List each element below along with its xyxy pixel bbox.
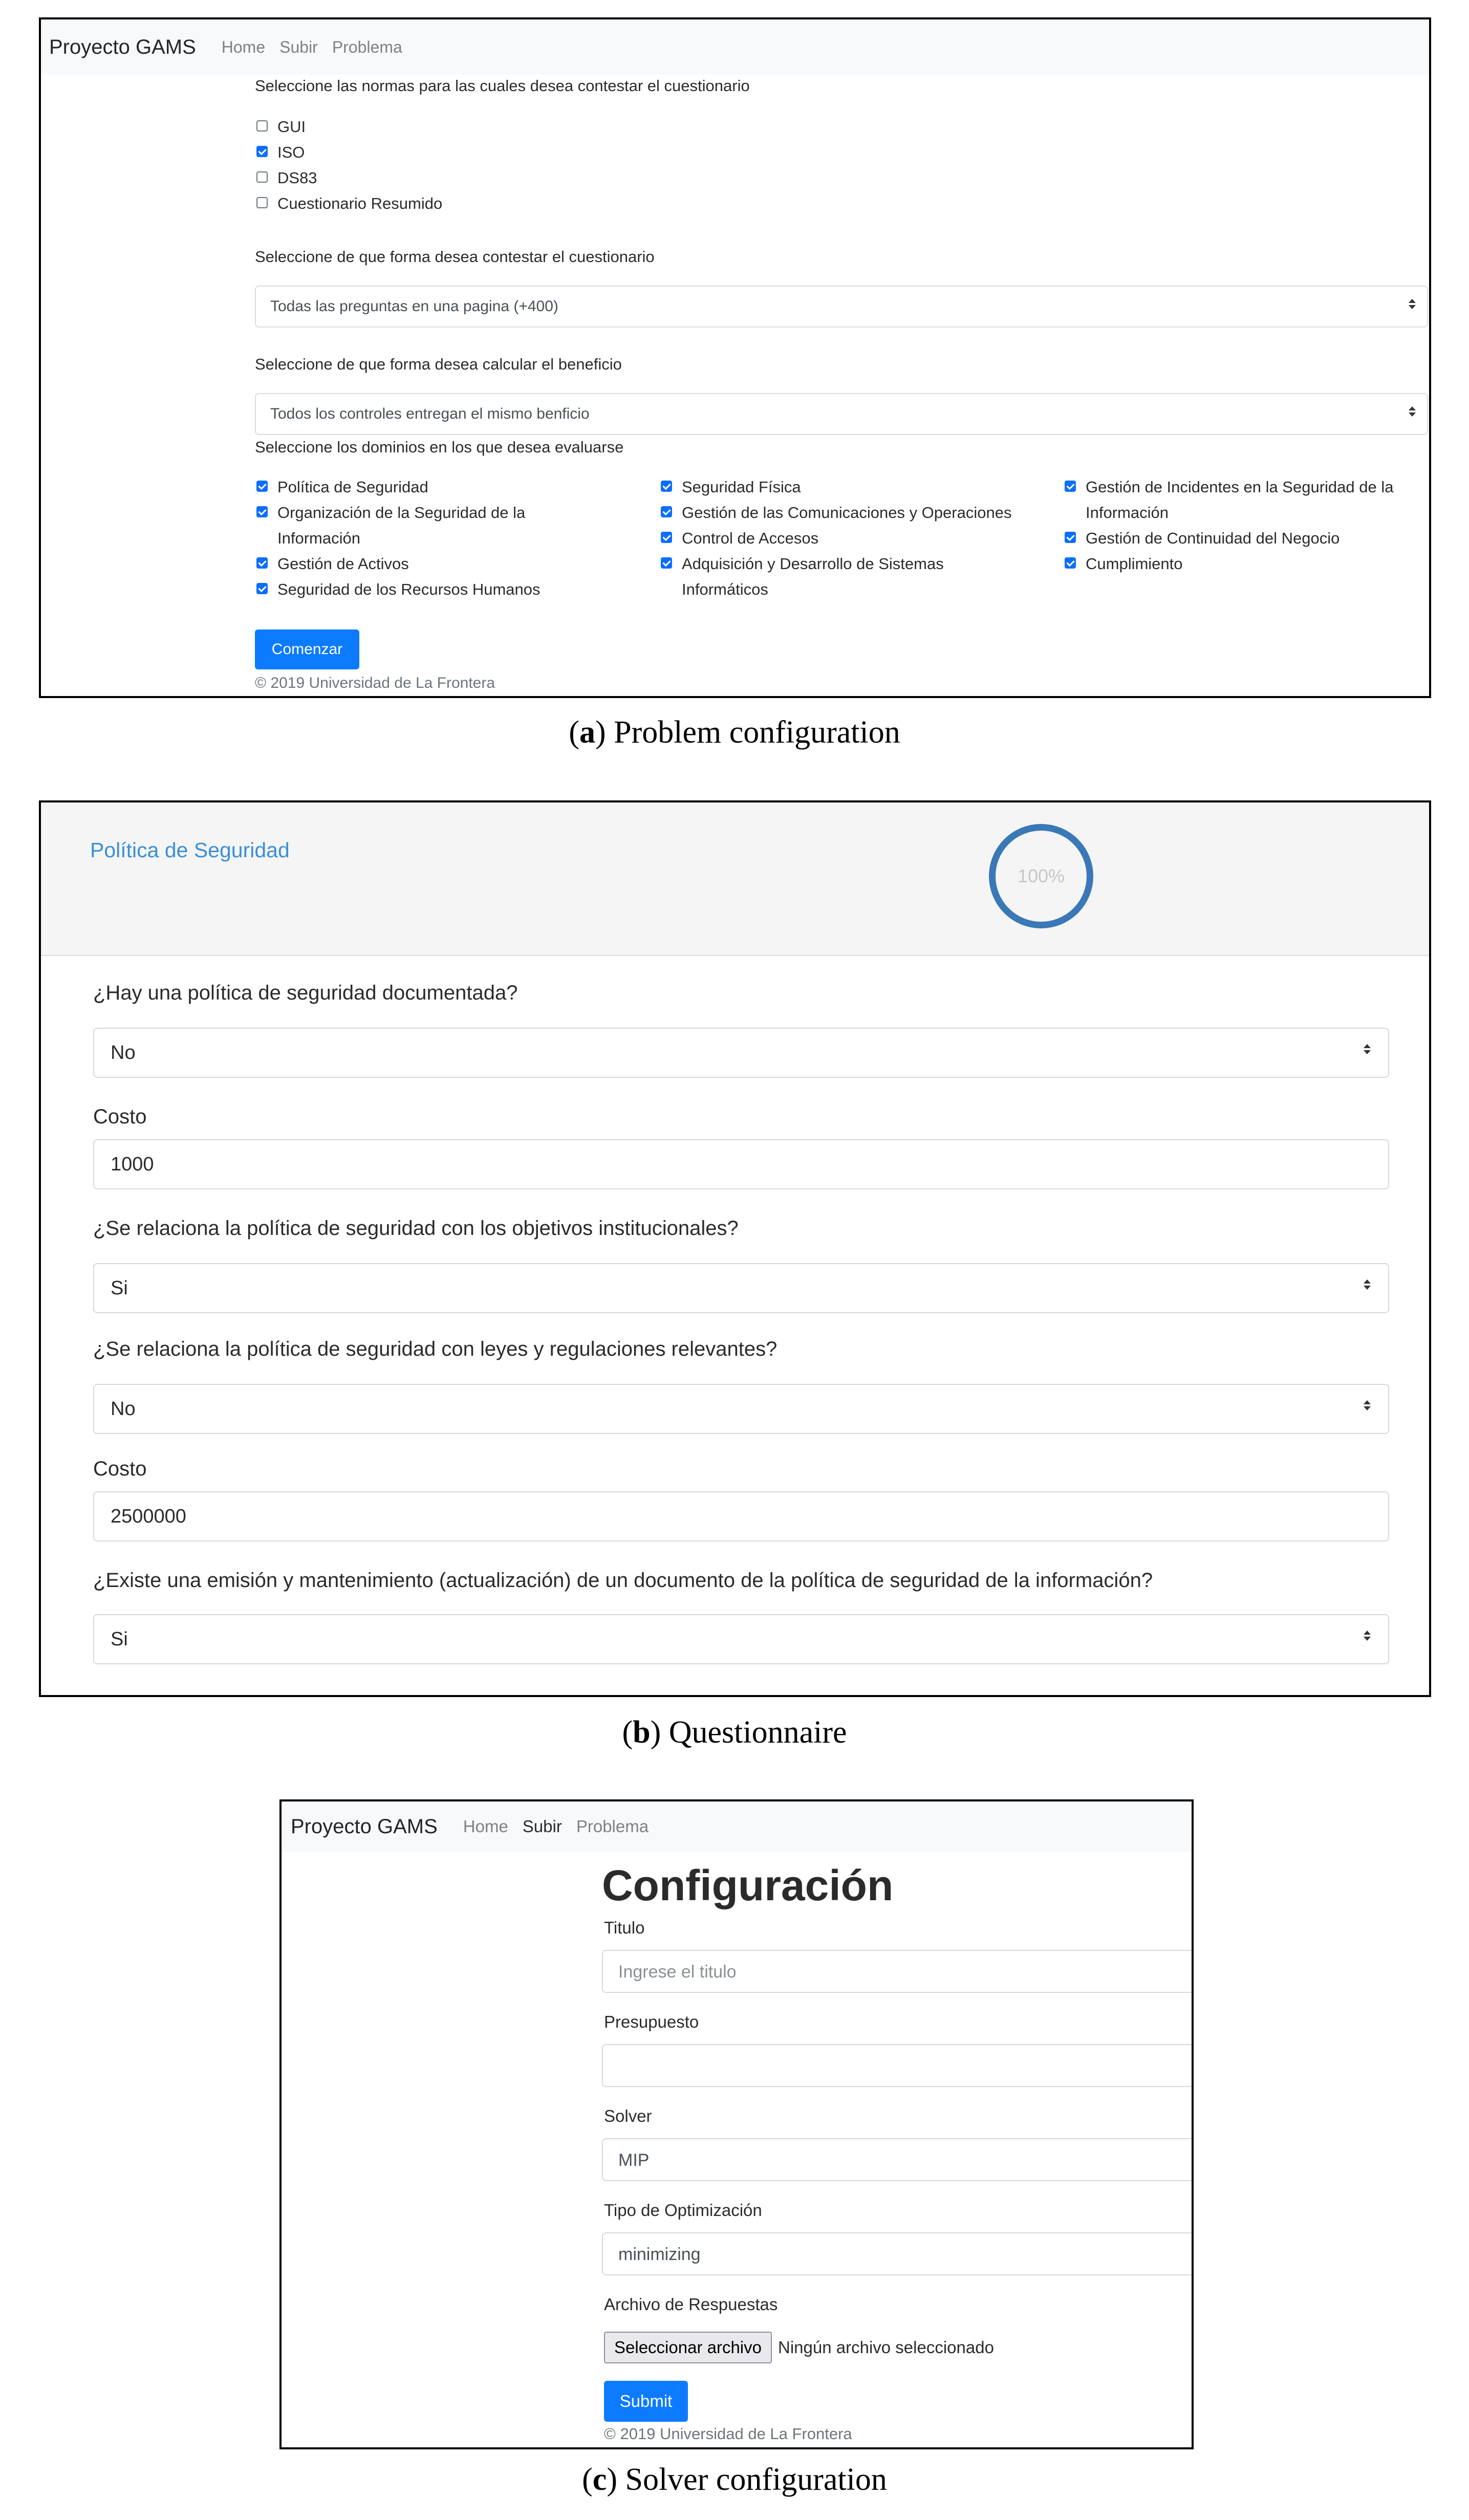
footer-copyright: © 2019 Universidad de La Frontera <box>255 675 495 691</box>
question-4: ¿Existe una emisión y mantenimiento (actualización) de un documento de la política de seguridad de la información? <box>93 1569 1153 1592</box>
file-select-button[interactable]: Seleccionar archivo <box>604 2332 772 2363</box>
domain-checkbox-activos[interactable] <box>256 557 268 569</box>
norms-prompt: Seleccione las normas para las cuales desea contestar el cuestionario <box>255 77 750 95</box>
domain-label-accesos: Control de Accesos <box>682 529 819 547</box>
domain-label-activos: Gestión de Activos <box>277 555 409 573</box>
norm-label-iso: ISO <box>277 143 305 161</box>
norm-checkbox-resumido[interactable] <box>256 197 268 208</box>
solver-configuration-panel <box>279 1799 1194 2449</box>
answer-mode-prompt: Seleccione de que forma desea contestar el cuestionario <box>255 248 655 266</box>
question-1-select[interactable] <box>93 1028 1389 1078</box>
solver-value: MIP <box>618 2150 650 2170</box>
domain-label-incidentes-line2: Información <box>1086 504 1169 522</box>
archivo-label: Archivo de Respuestas <box>604 2295 778 2314</box>
norm-checkbox-ds83[interactable] <box>256 171 268 183</box>
domain-checkbox-fisica[interactable] <box>661 481 672 492</box>
submit-button[interactable]: Submit <box>604 2381 688 2422</box>
caption-c: (c) Solver configuration <box>582 2462 887 2497</box>
domain-label-continuidad: Gestión de Continuidad del Negocio <box>1086 529 1340 547</box>
navbar <box>282 1801 1192 1852</box>
norm-label-gui: GUI <box>277 118 306 136</box>
question-3-answer: No <box>111 1398 136 1420</box>
question-4-select[interactable] <box>93 1614 1389 1664</box>
domain-label-adquisicion-line2: Informáticos <box>682 580 768 598</box>
question-1: ¿Hay una política de seguridad documentada? <box>93 982 518 1004</box>
domain-checkbox-rrhh[interactable] <box>256 583 268 594</box>
answer-mode-value: Todas las preguntas en una pagina (+400) <box>270 298 558 315</box>
caption-a: (a) Problem configuration <box>569 715 900 750</box>
norm-label-resumido: Cuestionario Resumido <box>277 194 443 212</box>
cost-1-value: 1000 <box>111 1154 154 1175</box>
cost-1-label: Costo <box>93 1105 147 1128</box>
domain-checkbox-politica[interactable] <box>256 481 268 492</box>
domain-label-rrhh: Seguridad de los Recursos Humanos <box>277 580 541 598</box>
norm-checkbox-iso[interactable] <box>256 146 268 157</box>
benefit-prompt: Seleccione de que forma desea calcular el beneficio <box>255 355 622 373</box>
domain-label-politica: Política de Seguridad <box>277 478 428 496</box>
nav-link-subir[interactable]: Subir <box>279 37 318 56</box>
navbar-brand[interactable]: Proyecto GAMS <box>49 35 196 58</box>
questionnaire-panel <box>39 800 1431 1697</box>
nav-link-subir[interactable]: Subir <box>522 1817 562 1836</box>
navbar-brand[interactable]: Proyecto GAMS <box>291 1815 438 1838</box>
nav-link-home[interactable]: Home <box>463 1817 508 1836</box>
card-header <box>41 802 1429 956</box>
nav-link-problema[interactable]: Problema <box>576 1817 649 1836</box>
cost-2-input[interactable] <box>93 1491 1389 1541</box>
domain-label-organizacion-line2: Información <box>277 529 360 547</box>
domain-label-incidentes-line1: Gestión de Incidentes en la Seguridad de la <box>1086 478 1394 496</box>
benefit-value: Todos los controles entregan el mismo benficio <box>270 405 590 422</box>
tipo-optimizacion-label: Tipo de Optimización <box>604 2201 762 2220</box>
domain-checkbox-incidentes[interactable] <box>1065 481 1076 492</box>
navbar <box>41 19 1429 75</box>
progress-label: 100% <box>1017 865 1065 886</box>
file-status: Ningún archivo seleccionado <box>778 2338 994 2357</box>
cost-1-input[interactable] <box>93 1139 1389 1189</box>
question-2: ¿Se relaciona la política de seguridad con los objetivos institucionales? <box>93 1217 739 1240</box>
domain-label-comunicaciones: Gestión de las Comunicaciones y Operaciones <box>682 504 1012 522</box>
tipo-optimizacion-value: minimizing <box>618 2245 701 2264</box>
question-1-answer: No <box>111 1042 136 1063</box>
footer-copyright: © 2019 Universidad de La Frontera <box>604 2425 852 2443</box>
problem-configuration-panel <box>39 17 1431 698</box>
domains-prompt: Seleccione los dominios en los que desea evaluarse <box>255 438 624 456</box>
domain-label-organizacion-line1: Organización de la Seguridad de la <box>277 504 526 522</box>
caption-b: (b) Questionnaire <box>622 1715 847 1750</box>
cost-2-value: 2500000 <box>111 1506 186 1527</box>
norm-label-ds83: DS83 <box>277 169 317 187</box>
domain-checkbox-accesos[interactable] <box>661 532 672 543</box>
domain-label-cumplimiento: Cumplimiento <box>1086 555 1183 573</box>
start-button[interactable]: Comenzar <box>255 629 359 669</box>
domain-checkbox-continuidad[interactable] <box>1065 532 1076 543</box>
question-2-select[interactable] <box>93 1263 1389 1313</box>
solver-label: Solver <box>604 2106 652 2125</box>
tipo-optimizacion-input[interactable] <box>602 2232 1194 2275</box>
nav-link-home[interactable]: Home <box>221 37 266 56</box>
question-4-answer: Si <box>111 1628 128 1650</box>
titulo-input[interactable] <box>602 1950 1194 1993</box>
solver-input[interactable] <box>602 2138 1194 2181</box>
section-title[interactable]: Política de Seguridad <box>90 838 290 862</box>
domain-label-adquisicion-line1: Adquisición y Desarrollo de Sistemas <box>682 555 944 573</box>
question-3: ¿Se relaciona la política de seguridad con leyes y regulaciones relevantes? <box>93 1338 777 1360</box>
titulo-placeholder: Ingrese el titulo <box>618 1962 737 1982</box>
norm-checkbox-gui[interactable] <box>256 120 268 132</box>
answer-mode-select[interactable] <box>255 286 1428 328</box>
page-title: Configuración <box>602 1861 894 1909</box>
nav-link-problema[interactable]: Problema <box>332 37 402 56</box>
domain-checkbox-organizacion[interactable] <box>256 506 268 517</box>
question-2-answer: Si <box>111 1277 128 1299</box>
benefit-select[interactable] <box>255 393 1428 435</box>
domain-checkbox-cumplimiento[interactable] <box>1065 557 1076 569</box>
presupuesto-label: Presupuesto <box>604 2012 699 2031</box>
domain-checkbox-adquisicion[interactable] <box>661 557 672 569</box>
question-3-select[interactable] <box>93 1384 1389 1434</box>
presupuesto-input[interactable] <box>602 2044 1194 2087</box>
cost-2-label: Costo <box>93 1458 147 1480</box>
domain-label-fisica: Seguridad Física <box>682 478 801 496</box>
domain-checkbox-comunicaciones[interactable] <box>661 506 672 517</box>
titulo-label: Titulo <box>604 1918 645 1937</box>
progress-ring <box>989 824 1093 928</box>
